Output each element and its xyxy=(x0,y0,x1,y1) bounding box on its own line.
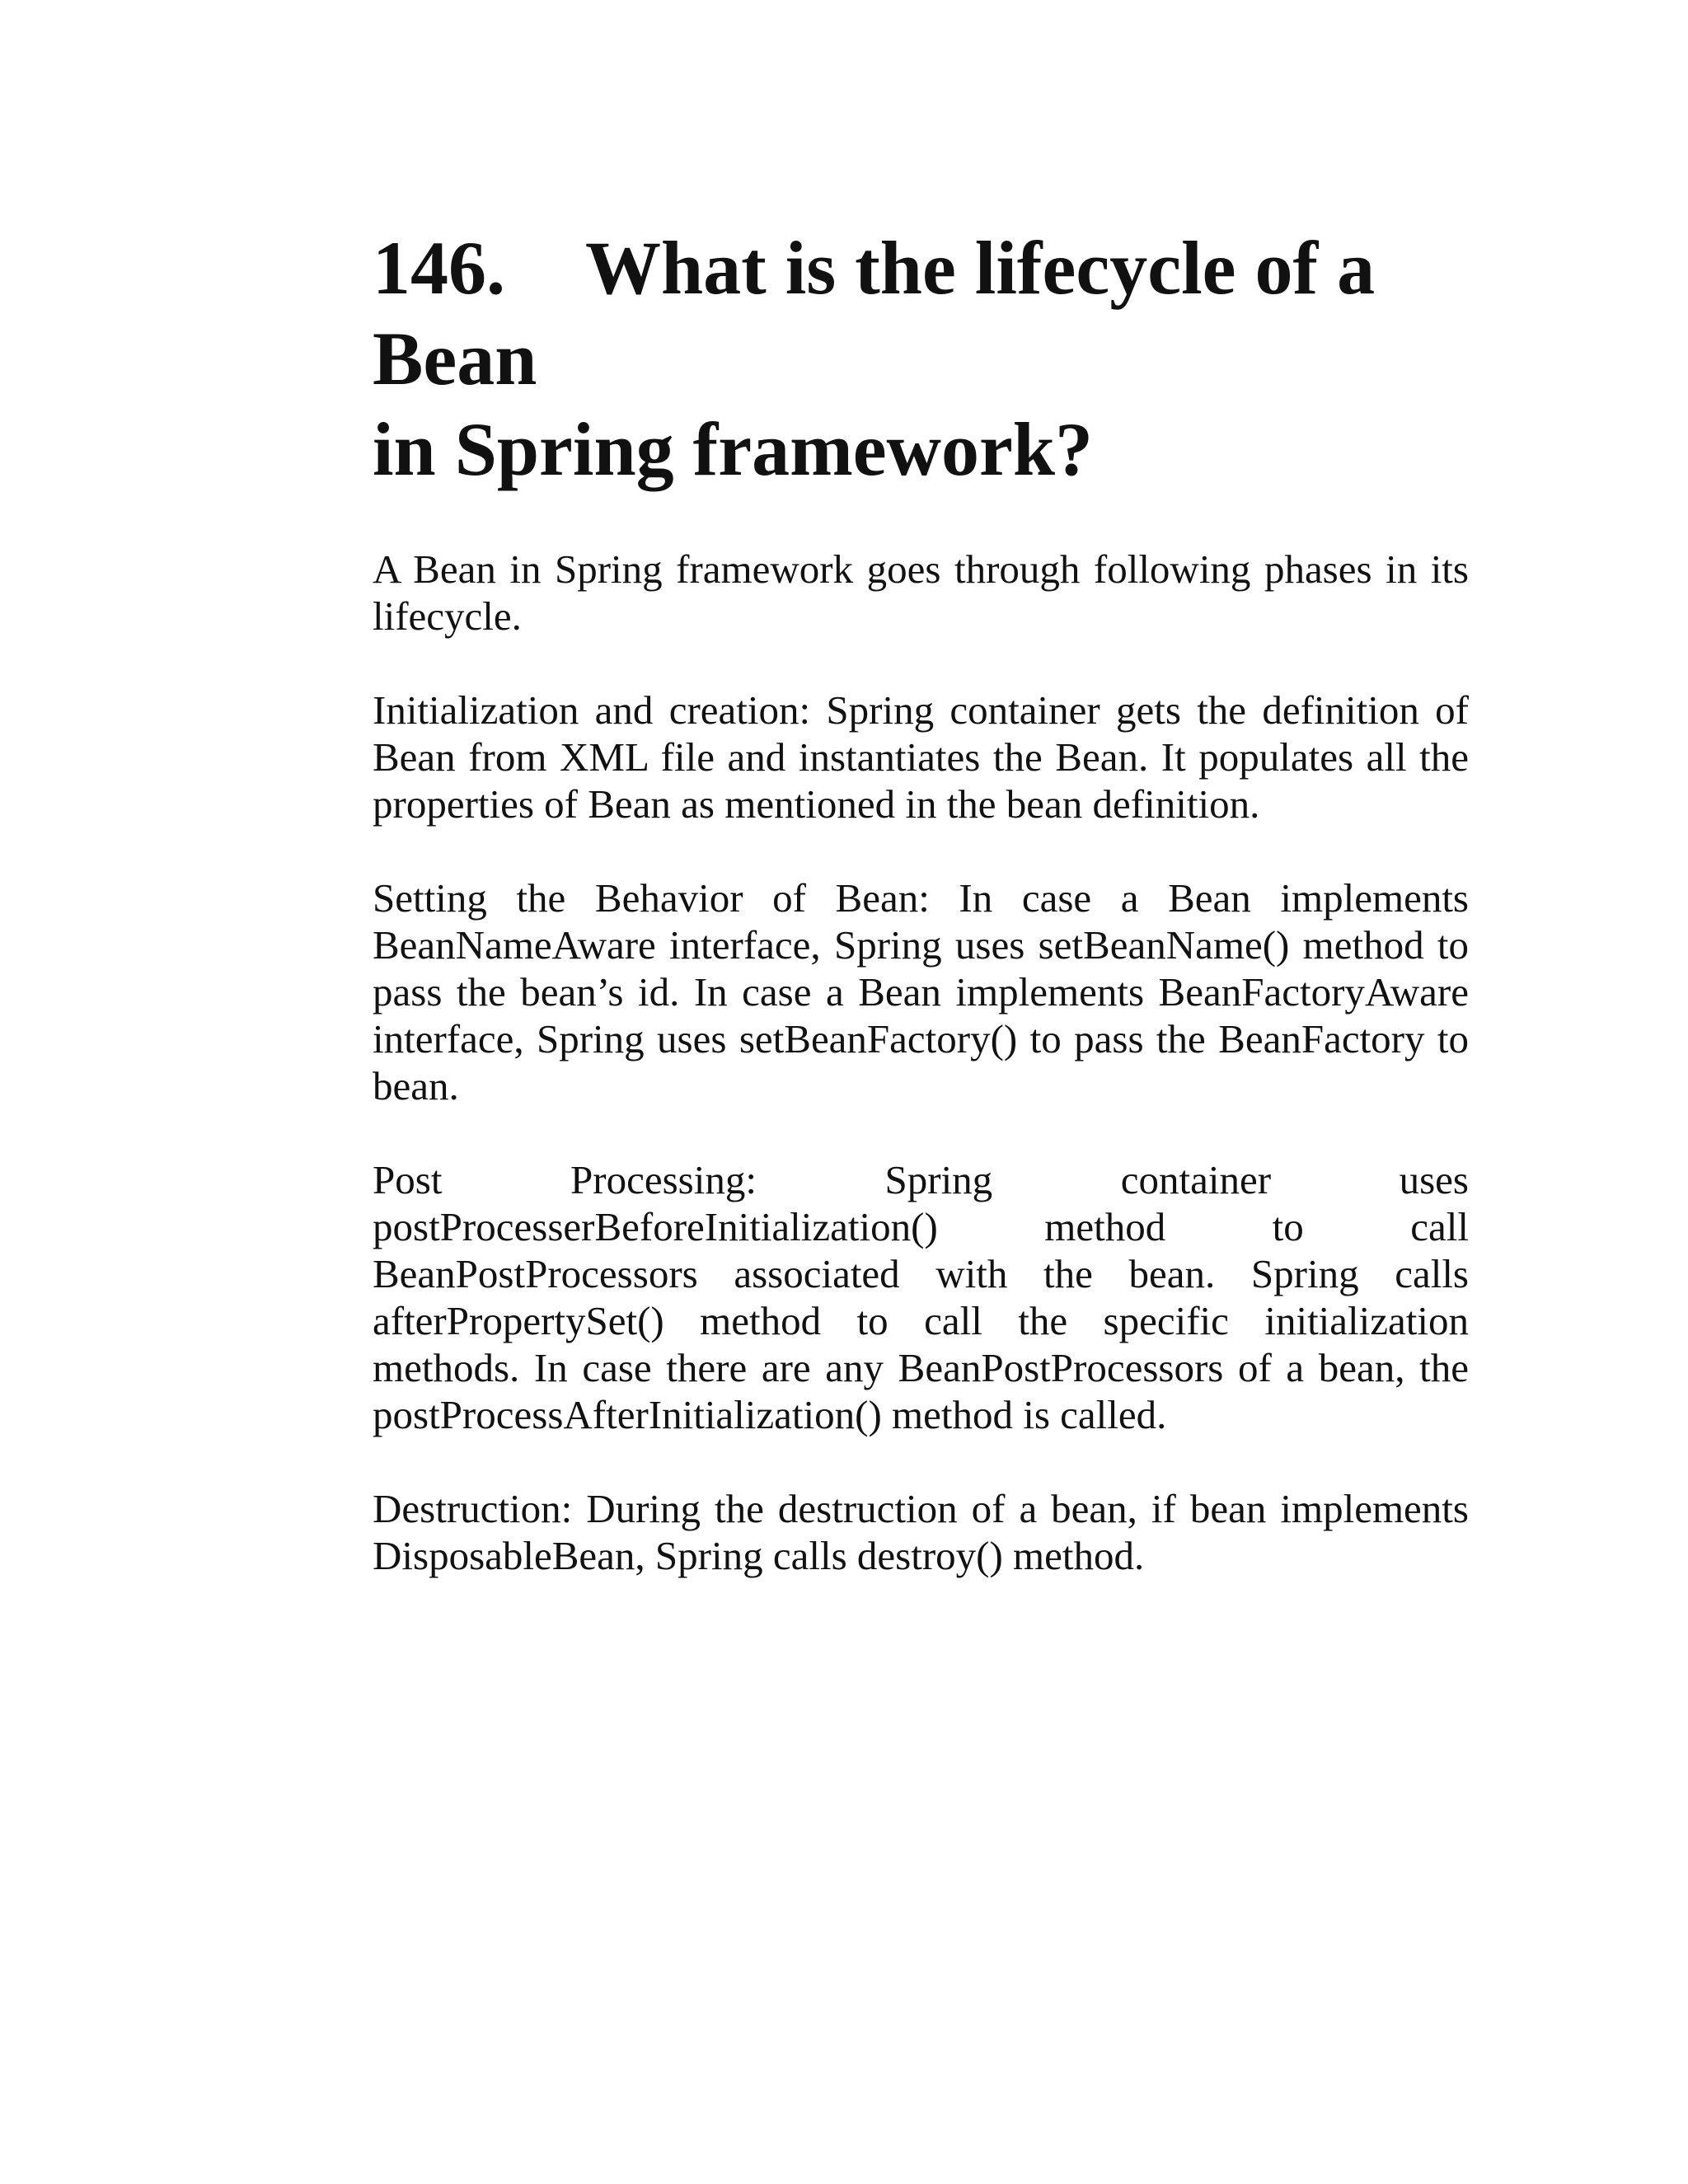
intro-paragraph: A Bean in Spring framework goes through following phases in its lifecycle. xyxy=(373,546,1469,639)
post-processing-paragraph: Post Processing: Spring container uses postProcesserBeforeInitialization() method to call BeanPostProcessors associated with the bean. Spring calls afterPropertySet() method to call the specific initialization methods. In case there are any BeanPostProcessors of a bean, the postProcessAfterInitialization() method is called. xyxy=(373,1157,1469,1437)
initialization-paragraph: Initialization and creation: Spring container gets the definition of Bean from XML file and instantiates the Bean. It populates all the properties of Bean as mentioned in the bean definition. xyxy=(373,687,1469,827)
question-title-line-2: in Spring framework? xyxy=(373,407,1093,491)
question-heading xyxy=(373,223,1469,494)
question-number: 146. xyxy=(373,226,505,310)
destruction-paragraph: Destruction: During the destruction of a bean, if bean implements DisposableBean, Spring calls destroy() method. xyxy=(373,1486,1469,1578)
behavior-paragraph: Setting the Behavior of Bean: In case a Bean implements BeanNameAware interface, Spring uses setBeanName() method to pass the bean’s id. In case a Bean implements BeanFactoryAware interface, Spring uses setBeanFactory() to pass the BeanFactory to bean. xyxy=(373,875,1469,1108)
question-title-line-1: What is the lifecycle of a Bean xyxy=(373,226,1376,401)
page-content xyxy=(373,223,1469,1626)
